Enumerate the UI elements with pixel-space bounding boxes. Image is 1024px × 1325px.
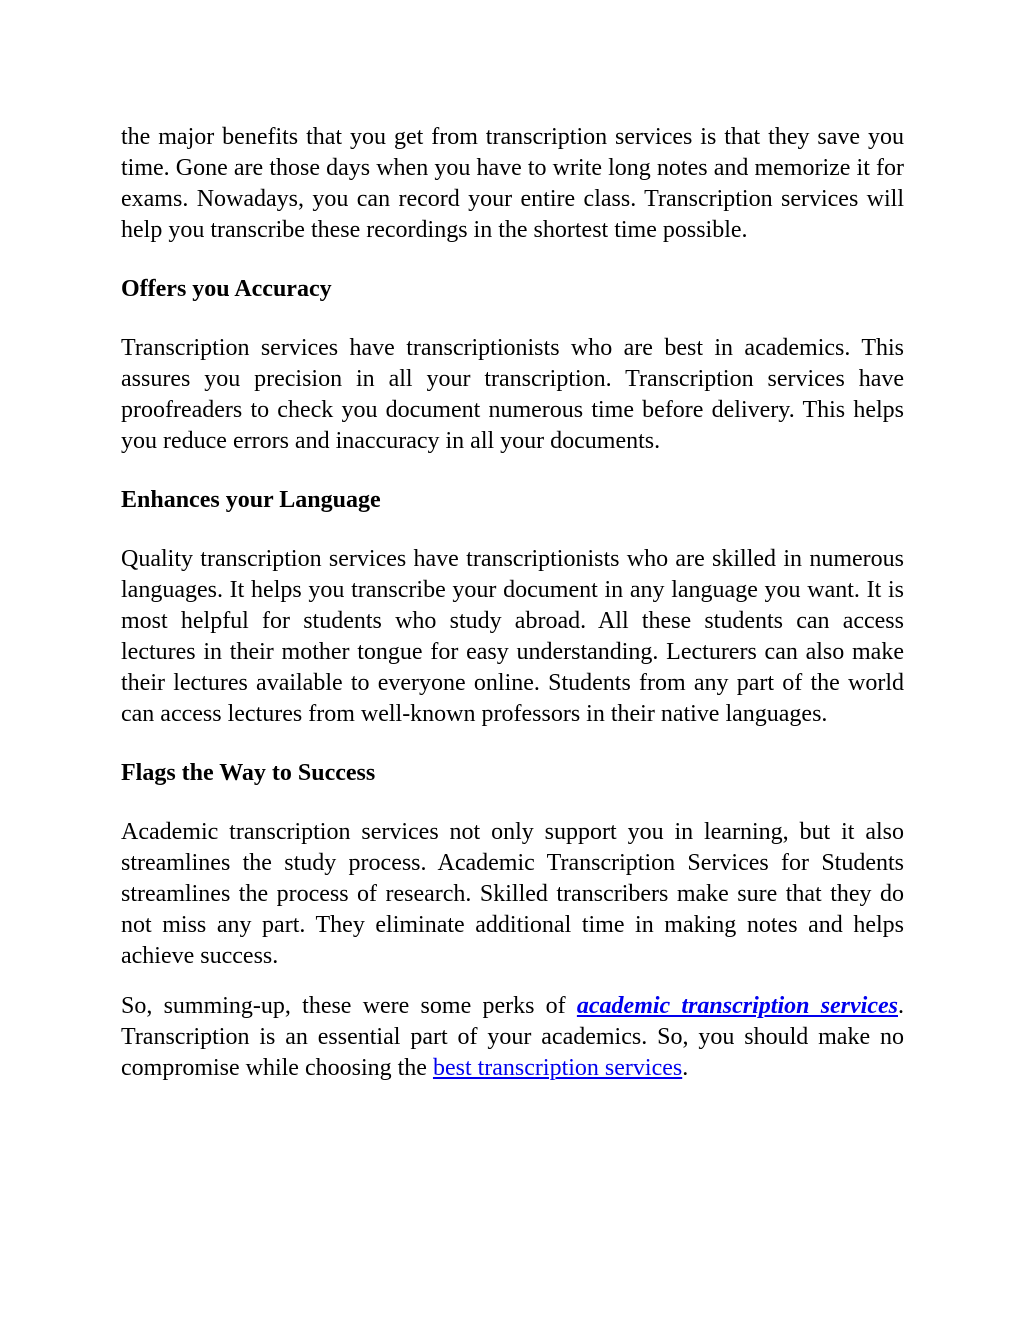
conclusion-text-3: . [682,1055,689,1081]
heading-offers-accuracy: Offers you Accuracy [121,276,332,302]
heading-enhances-language: Enhances your Language [121,487,381,513]
paragraph-enhances-language: Quality transcription services have transcriptionists who are skilled in numerous languages. It helps you transcribe your document in any language you want. It is most helpful for students who study abroad. All these students can access lectures in their mother tongue for easy understanding. Lecturers can also make their lectures available to everyone online. Students from any part of the world can access lectures from well-known professors in their native languages. [121,546,904,727]
heading-flags-success: Flags the Way to Success [121,760,376,786]
paragraph-flags-success: Academic transcription services not only support you in learning, but it also streamlines the study process. Academic Transcription Services for Students streamlines the process of research. Skilled transcribers make sure that they do not miss any part. They eliminate additional time in making notes and helps achieve success. [121,819,904,969]
conclusion-paragraph [121,991,904,1084]
intro-paragraph: the major benefits that you get from transcription services is that they save you time. Gone are those days when you have to write long notes and memorize it for exams. Nowadays, you can record your entire class. Transcription services will help you transcribe these recordings in the shortest time possible. [121,124,904,243]
paragraph-offers-accuracy: Transcription services have transcriptionists who are best in academics. This assures you precision in all your transcription. Transcription services have proofreaders to check you document numerous time before delivery. This helps you reduce errors and inaccuracy in all your documents. [121,335,904,454]
conclusion-text-2: . Transcription is an essential part of your academics. So, you should make no compromise while choosing the [121,993,904,1081]
academic-transcription-services-link[interactable]: academic transcription services [576,993,898,1019]
conclusion-text-1: So, summing-up, these were some perks of [121,993,577,1019]
document-page [121,122,904,1084]
best-transcription-services-link[interactable]: best transcription services [432,1055,683,1081]
